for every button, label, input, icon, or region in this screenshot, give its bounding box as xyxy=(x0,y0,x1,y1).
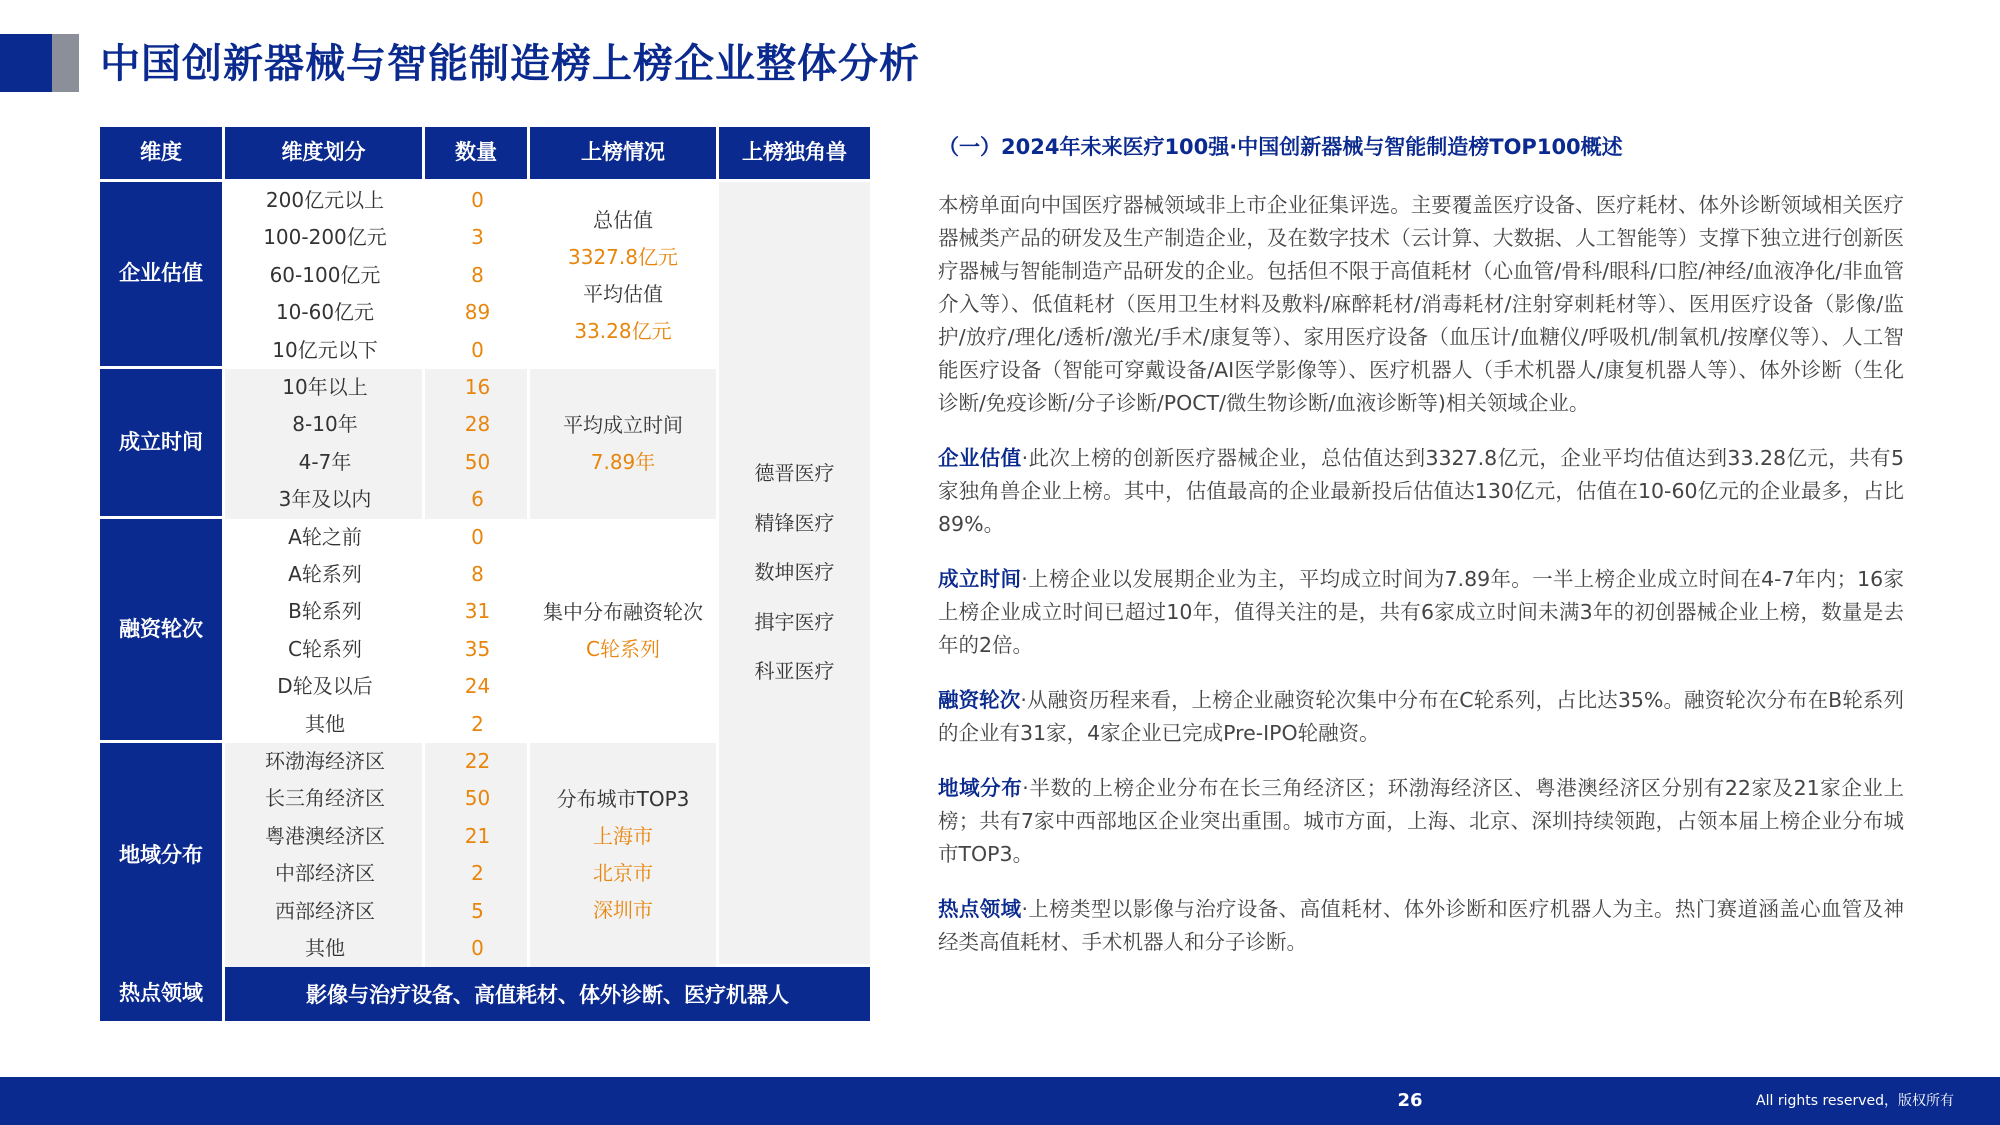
section-title: （一）2024年未来医疗100强·中国创新器械与智能制造榜TOP100概述 xyxy=(938,135,1623,159)
paragraph-text: ·此次上榜的创新医疗器械企业，总估值达到3327.8亿元，企业平均估值达到33.28亿元，共有5家独角兽企业上榜。其中，估值最高的企业最新投后估值达130亿元，估值在10-60亿元的企业最多，占比89%。 xyxy=(938,446,1904,536)
header-subdivision: 维度划分 xyxy=(225,127,422,179)
paragraph-keyword: 成立时间 xyxy=(938,567,1022,591)
unicorn-item: 德晋医疗 xyxy=(754,461,835,486)
count-cell: 50 xyxy=(464,786,491,811)
paragraph-financing xyxy=(938,684,1904,750)
count-cell: 0 xyxy=(471,936,484,960)
group-block xyxy=(225,743,716,967)
paragraph-region xyxy=(938,772,1904,871)
header-gray-block xyxy=(52,34,79,92)
count-cell: 3 xyxy=(471,225,484,250)
paragraph-text: ·上榜企业以发展期企业为主，平均成立时间为7.89年。一半上榜企业成立时间在4-7年内；16家上榜企业成立时间已超过10年，值得关注的是，共有6家成立时间未满3年的初创器械企业上榜，数量是去年的2倍。 xyxy=(938,567,1904,657)
header-unicorn: 上榜独角兽 xyxy=(719,127,870,179)
summary-table xyxy=(100,127,870,1021)
subdivision-cell: 粤港澳经济区 xyxy=(265,823,385,848)
column-divider xyxy=(527,182,530,967)
subdivision-cell: 环渤海经济区 xyxy=(265,749,385,773)
count-cell: 5 xyxy=(471,898,484,923)
hot-area-content: 影像与治疗设备、高值耗材、体外诊断、医疗机器人 xyxy=(225,967,870,1021)
column-divider xyxy=(222,182,225,967)
summary-value: 3327.8亿元 xyxy=(568,244,678,269)
count-cell: 2 xyxy=(471,861,484,886)
summary-value: 33.28亿元 xyxy=(574,318,672,343)
group-block xyxy=(225,519,716,743)
status-summary xyxy=(530,519,716,743)
group-block xyxy=(225,182,716,369)
subdivision-cell: A轮之前 xyxy=(288,524,362,549)
paragraph-text: ·从融资历程来看，上榜企业融资轮次集中分布在C轮系列，占比达35%。融资轮次分布在B轮系列的企业有31家，4家企业已完成Pre-IPO轮融资。 xyxy=(938,688,1904,745)
summary-value: 7.89年 xyxy=(590,449,656,474)
subdivision-cell: 3年及以内 xyxy=(278,487,372,512)
column-divider xyxy=(422,182,425,967)
page-title: 中国创新器械与智能制造榜上榜企业整体分析 xyxy=(100,41,920,87)
subdivision-cell: 其他 xyxy=(305,936,345,960)
subdivision-cell: D轮及以后 xyxy=(277,674,373,699)
count-cell: 24 xyxy=(464,674,491,699)
subdivision-cell: 10-60亿元 xyxy=(275,300,375,325)
unicorn-item: 揖宇医疗 xyxy=(754,609,835,634)
dimension-cell: 企业估值 xyxy=(100,182,222,366)
count-cell: 0 xyxy=(471,337,484,362)
header-status: 上榜情况 xyxy=(530,127,716,179)
summary-value: 深圳市 xyxy=(593,898,653,923)
subdivision-cell: 10亿元以下 xyxy=(272,337,378,362)
summary-value: C轮系列 xyxy=(586,636,660,661)
status-summary xyxy=(530,743,716,967)
status-summary xyxy=(530,182,716,369)
count-cell: 89 xyxy=(464,300,491,325)
paragraph-keyword: 融资轮次 xyxy=(938,688,1021,712)
count-cell: 0 xyxy=(471,188,484,212)
subdivision-cell: 4-7年 xyxy=(298,449,352,474)
unicorn-item: 精锋医疗 xyxy=(754,510,835,535)
group-block xyxy=(225,369,716,519)
count-cell: 35 xyxy=(464,636,491,661)
paragraph-keyword: 企业估值 xyxy=(938,446,1022,470)
subdivision-cell: 60-100亿元 xyxy=(269,262,381,287)
paragraph-keyword: 热点领域 xyxy=(938,897,1022,921)
summary-label: 分布城市TOP3 xyxy=(556,787,690,812)
subdivision-cell: 中部经济区 xyxy=(275,861,375,886)
header-accent-block xyxy=(0,34,52,92)
hot-area-row xyxy=(100,967,870,1021)
footer-bar xyxy=(0,1077,2000,1125)
subdivision-cell: 其他 xyxy=(305,711,345,736)
paragraph-founding xyxy=(938,563,1904,662)
paragraph-valuation xyxy=(938,442,1904,541)
summary-label: 平均估值 xyxy=(583,281,663,306)
dimension-cell: 融资轮次 xyxy=(100,519,222,740)
subdivision-cell: 西部经济区 xyxy=(275,898,375,923)
header-count: 数量 xyxy=(425,127,527,179)
subdivision-cell: 8-10年 xyxy=(292,412,358,437)
count-cell: 0 xyxy=(471,524,484,549)
count-cell: 31 xyxy=(464,599,491,624)
count-cell: 16 xyxy=(464,375,491,399)
count-cell: 21 xyxy=(464,823,491,848)
summary-label: 集中分布融资轮次 xyxy=(543,599,703,624)
header-dimension: 维度 xyxy=(100,127,222,179)
summary-value: 上海市 xyxy=(593,824,653,849)
dimension-cell: 地域分布 xyxy=(100,743,222,967)
subdivision-cell: C轮系列 xyxy=(288,636,362,661)
count-cell: 28 xyxy=(464,412,491,437)
unicorn-column xyxy=(719,182,870,964)
page-number: 26 xyxy=(1397,1090,1423,1111)
summary-label: 平均成立时间 xyxy=(563,412,683,437)
paragraph-keyword: 地域分布 xyxy=(938,776,1023,800)
paragraph-hot-area xyxy=(938,893,1904,959)
subdivision-cell: 200亿元以上 xyxy=(265,188,385,212)
dimension-cell: 成立时间 xyxy=(100,369,222,516)
count-cell: 2 xyxy=(471,711,484,736)
copyright-text: All rights reserved，版权所有 xyxy=(1756,1093,1954,1109)
count-cell: 50 xyxy=(464,449,491,474)
summary-label: 总估值 xyxy=(593,207,653,232)
count-cell: 22 xyxy=(464,749,491,773)
subdivision-cell: 100-200亿元 xyxy=(263,225,387,250)
intro-paragraph: 本榜单面向中国医疗器械领域非上市企业征集评选。主要覆盖医疗设备、医疗耗材、体外诊断领域相关医疗器械类产品的研发及生产制造企业，及在数字技术（云计算、大数据、人工智能等）支撑下独立进行创新医疗器械与智能制造产品研发的企业。包括但不限于高值耗材（心血管/骨科/眼科/口腔/神经/血液净化/非血管介入等）、低值耗材（医用卫生材料及敷料/麻醉耗材/消毒耗材/注射穿刺耗材等）、医用医疗设备（影像/监护/放疗/理化/透析/激光/手术/康复等）、家用医疗设备（血压计/血糖仪/呼吸机/制氧机/按摩仪等）、人工智能医疗设备（智能可穿戴设备/AI医学影像等）、医疗机器人（手术机器人/康复机器人等）、体外诊断（生化诊断/免疫诊断/分子诊断/POCT/微生物诊断/血液诊断等)相关领域企业。 xyxy=(938,193,1904,415)
summary-value: 北京市 xyxy=(593,861,653,886)
unicorn-item: 科亚医疗 xyxy=(754,659,835,684)
unicorn-item: 数坤医疗 xyxy=(754,560,835,585)
paragraph-text: ·上榜类型以影像与治疗设备、高值耗材、体外诊断和医疗机器人为主。热门赛道涵盖心血管及神经类高值耗材、手术机器人和分子诊断。 xyxy=(938,897,1905,954)
subdivision-cell: 10年以上 xyxy=(282,375,368,399)
subdivision-cell: B轮系列 xyxy=(288,599,362,624)
status-summary xyxy=(530,369,716,519)
count-cell: 8 xyxy=(471,561,484,586)
subdivision-cell: A轮系列 xyxy=(288,561,362,586)
count-cell: 8 xyxy=(471,262,484,287)
overview-section xyxy=(938,127,1904,959)
paragraph-text: ·半数的上榜企业分布在长三角经济区；环渤海经济区、粤港澳经济区分别有22家及21家企业上榜；共有7家中西部地区企业突出重围。城市方面，上海、北京、深圳持续领跑，占领本届上榜企业分布城市TOP3。 xyxy=(938,776,1904,866)
count-cell: 6 xyxy=(471,487,484,512)
subdivision-cell: 长三角经济区 xyxy=(265,786,385,811)
hot-area-dimension: 热点领域 xyxy=(100,967,222,1021)
